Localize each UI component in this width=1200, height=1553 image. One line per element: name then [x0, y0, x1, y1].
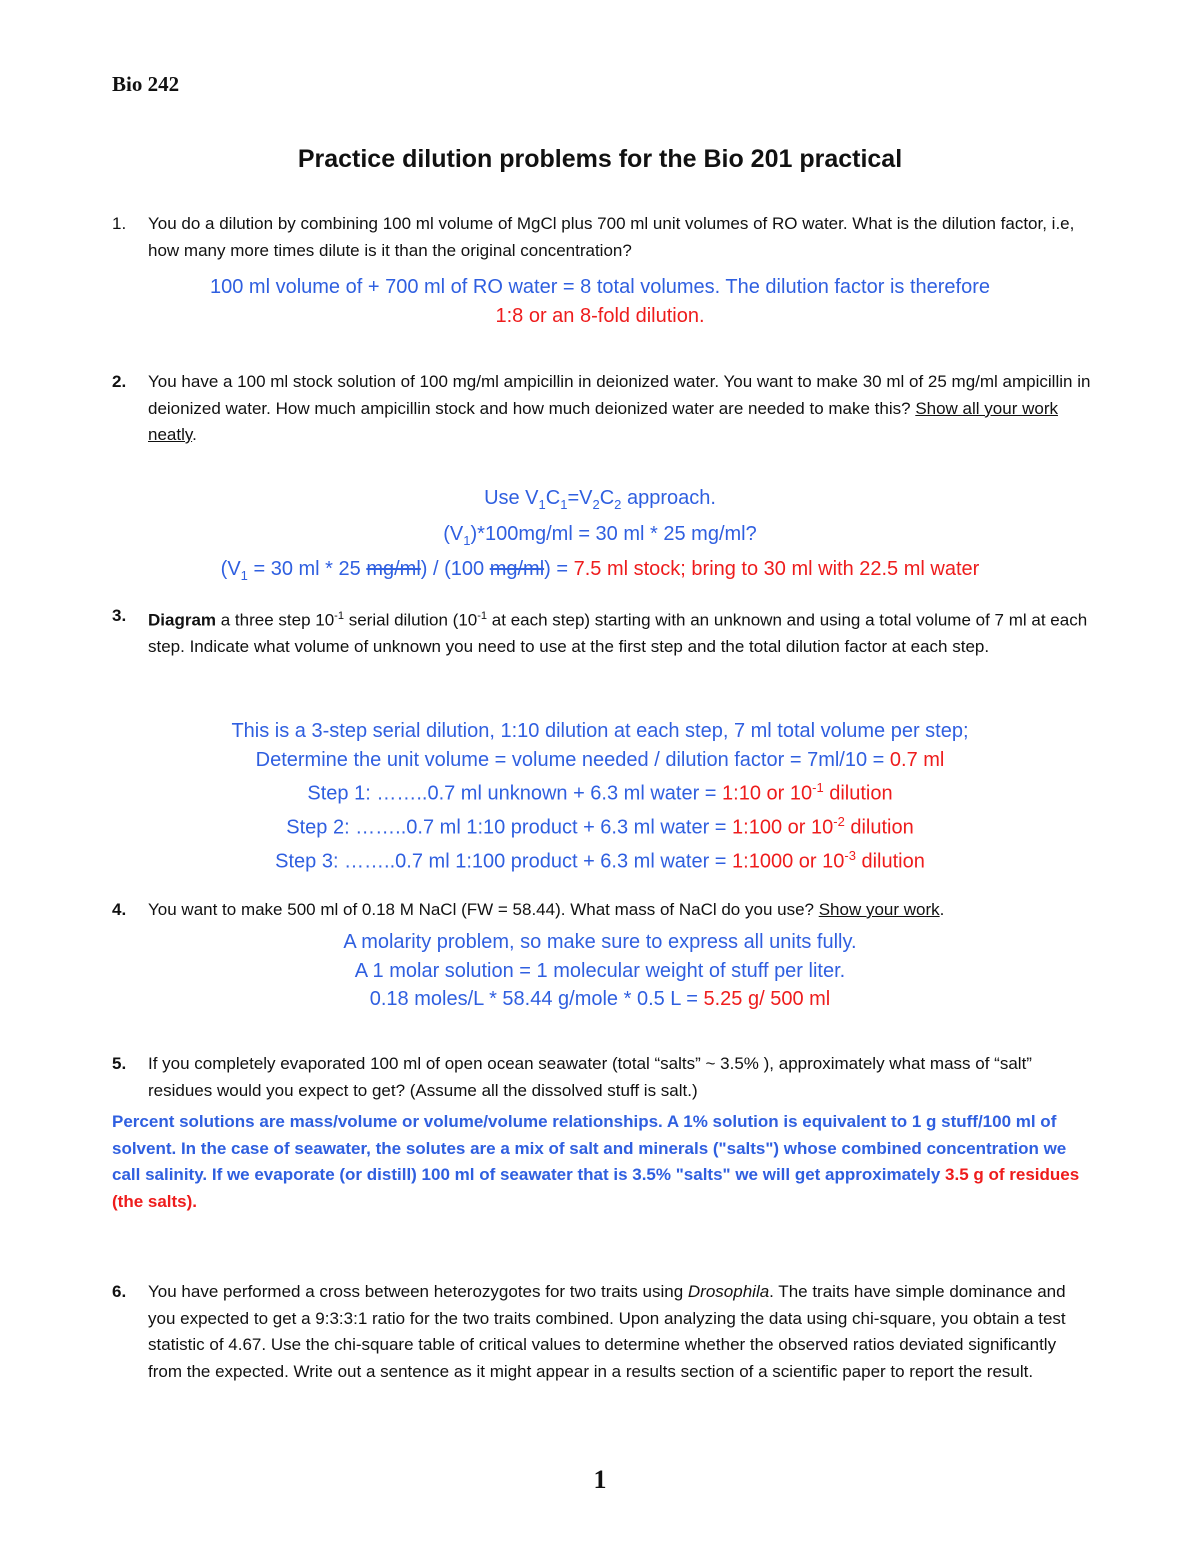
step-2: Step 2: ……..0.7 ml 1:10 product + 6.3 ml water = 1:100 or $10^{-2}$ dilution [286, 814, 914, 839]
answer-result: 7.5 ml stock; bring to 30 ml with 22.5 ml water [573, 558, 980, 580]
question-1 [112, 211, 1092, 264]
show-work-instruction: Show your work [818, 900, 940, 919]
answer-1 [0, 273, 1200, 330]
question-4 [112, 897, 1092, 924]
show-work-instruction: Show all your work neatly [148, 398, 1058, 444]
question-6 [112, 1279, 1092, 1385]
answer-5: Percent solutions are mass/volume or volume/volume relationships. A 1% solution is equivalent to 1 g stuff/100 ml of solvent. In the case of seawater, the solutes are a mix of salt and minerals ("salts") whose combined concentration we call salinity. If we evaporate (or distill) 100 ml of seawater that is 3.5% "salts" we will get approximately 3.5 g of residues (the salts). [112, 1112, 1080, 1211]
question-text: If you completely evaporated 100 ml of open ocean seawater (total “salts” ~ 3.5% ), approximately what mass of “salt” residues would you expect to get? (Assume all the dissolved stuff is salt.) [148, 1054, 1032, 1100]
answer-result: 3.5 g of residues (the salts) [112, 1165, 1080, 1211]
question-number: 3. [112, 606, 127, 625]
question-number: 4. [112, 900, 127, 919]
answer-line: Use $V_1C_1=V_2C_2$ approach. [484, 487, 716, 512]
answer-line: A 1 molar solution = 1 molecular weight of stuff per liter. [354, 959, 846, 982]
question-text: You want to make 500 ml of 0.18 M NaCl (FW = 58.44). What mass of NaCl do you use? Show your work. [148, 900, 945, 919]
page-number: 1 [593, 1465, 607, 1494]
answer-line: A molarity problem, so make sure to express all units fully. [343, 931, 857, 953]
question-number: 2. [112, 372, 127, 391]
answer-line: This is a 3-step serial dilution, 1:10 dilution at each step, 7 ml total volume per step; [231, 720, 969, 742]
question-number: 1. [112, 214, 127, 233]
step-1: Step 1: ……..0.7 ml unknown + 6.3 ml water = 1:10 or $10^{-1}$ dilution [307, 780, 893, 805]
question-5 [112, 1051, 1092, 1104]
answer-line: Determine the unit volume = volume needed / dilution factor = 7ml/10 = 0.7 ml [255, 748, 945, 771]
answer-result: 5.25 g/ 500 ml [703, 988, 831, 1010]
answer-result: 1:8 or an 8-fold dilution. [495, 304, 705, 327]
answer-3 [0, 717, 1200, 876]
question-text: You have performed a cross between heterozygotes for two traits using Drosophila. The traits have simple dominance and you expected to get a 9:3:3:1 ratio for the two traits combined. Upon analyzing the data using chi-square, you obtain a test statistic of 4.67. Use the chi-square table of critical values to determine whether the observed ratios deviated significantly from the expected. Write out a sentence as it might appear in a results section of a scientific paper to report the result. [148, 1282, 1066, 1381]
question-text: You have a 100 ml stock solution of 100 mg/ml ampicillin in deionized water. You want to make 30 ml of 25 mg/ml ampicillin in deionized water. How much ampicillin stock and how much deionized water are needed to make this? Show all your work neatly. [148, 372, 1091, 444]
answer-line: ($V_1 = 30$ ml * 25 mg/ml) / (100 mg/ml) = 7.5 ml stock; bring to 30 ml with 22.5 ml water [220, 558, 980, 583]
answer-4 [0, 928, 1200, 1014]
answer-line: 100 ml volume of + 700 ml of RO water = 8 total volumes. The dilution factor is therefore [209, 276, 990, 298]
question-number: 6. [112, 1282, 127, 1301]
step-3: Step 3: ……..0.7 ml 1:100 product + 6.3 ml water = 1:1000 or $10^{-3}$ dilution [275, 848, 925, 873]
course-header: Bio 242 [112, 72, 180, 96]
question-number: 5. [112, 1054, 127, 1073]
answer-line: 0.18 moles/L * 58.44 g/mole * 0.5 L = 5.25 g/ 500 ml [369, 988, 831, 1010]
question-2 [112, 369, 1092, 449]
question-text: You do a dilution by combining 100 ml volume of MgCl plus 700 ml unit volumes of RO water. What is the dilution factor, i.e, how many more times dilute is it than the original concentration? [148, 214, 1075, 260]
page-title: Practice dilution problems for the Bio 201 practical [297, 145, 903, 173]
question-3 [112, 603, 1092, 661]
answer-line: $(V_1)*100mg/ml = 30$ ml * 25 mg/ml? [443, 522, 757, 548]
answer-2 [0, 484, 1200, 591]
question-text: Diagram a three step $10^{-1}$ serial dilution ($10^{-1}$ at each step) starting with an unknown and using a total volume of 7 ml at each step. Indicate what volume of unknown you need to use at the first step and the total dilution factor at each step. [148, 610, 1088, 657]
